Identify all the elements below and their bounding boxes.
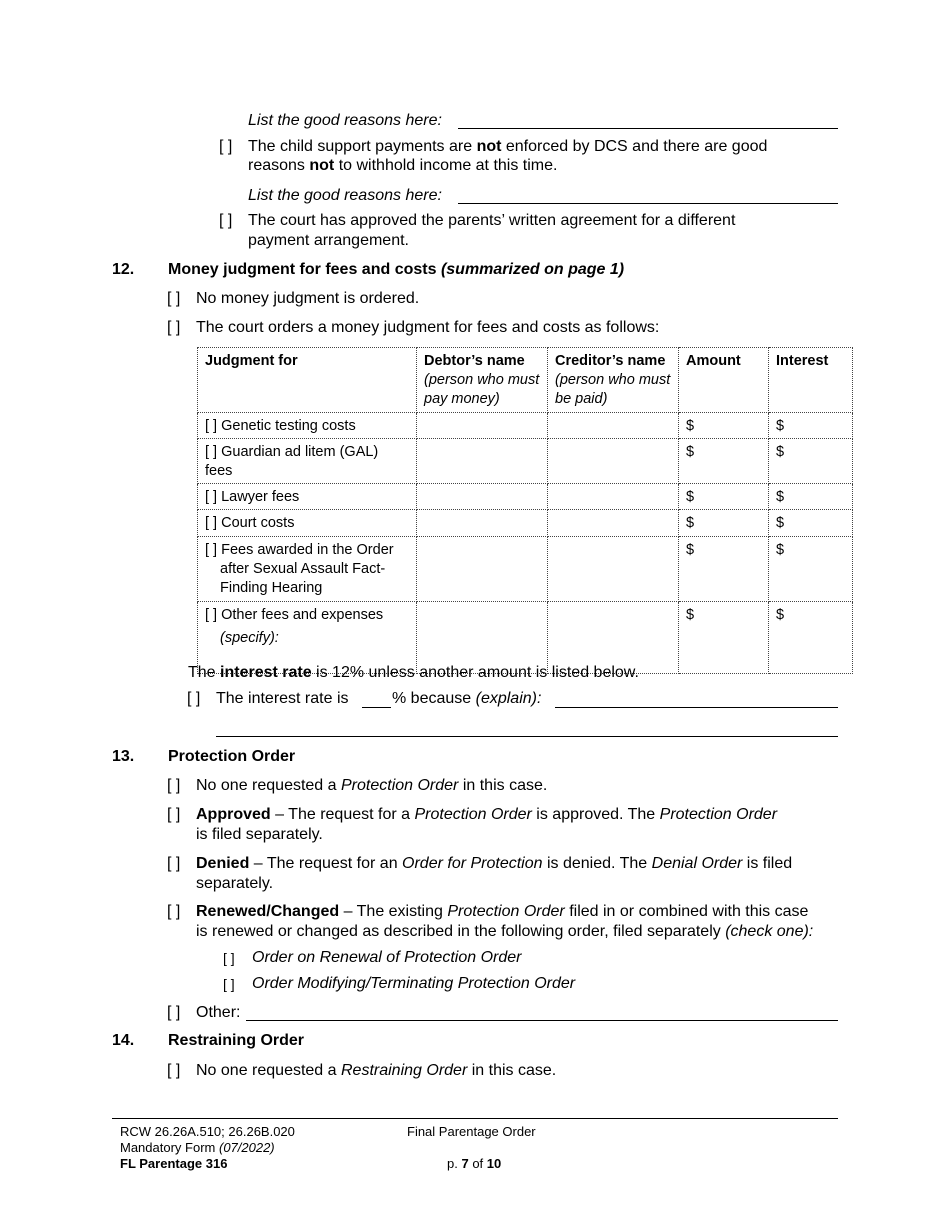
debtor-cell[interactable] xyxy=(417,439,548,484)
list-reasons-label-1: List the good reasons here: xyxy=(248,112,442,129)
protection-denied-text-1: Denied – The request for an Order for Protection is denied. The Denial Order is filed xyxy=(196,855,793,872)
not-enforced-text-1: The child support payments are not enforced by DCS and there are good xyxy=(248,138,768,155)
agreement-text-1: The court has approved the parents’ written agreement for a different xyxy=(248,212,736,229)
debtor-cell[interactable] xyxy=(417,413,548,439)
table-row xyxy=(198,439,853,484)
section-13-title: Protection Order xyxy=(168,748,296,765)
interest-cell[interactable]: $ xyxy=(769,484,853,510)
creditor-cell[interactable] xyxy=(548,602,679,674)
section-14-title: Restraining Order xyxy=(168,1032,305,1049)
restraining-none-text: No one requested a Restraining Order in this case. xyxy=(196,1062,557,1079)
debtor-cell[interactable] xyxy=(417,537,548,602)
interest-explain-field-1[interactable] xyxy=(555,707,838,708)
agreement-text-2: payment arrangement. xyxy=(248,232,409,249)
row-label-sexual-assault-fees[interactable]: [ ] Fees awarded in the Order after Sexual Assault Fact- Finding Hearing xyxy=(198,537,417,602)
not-enforced-text-2: reasons not to withhold income at this time. xyxy=(248,157,558,174)
footer-divider xyxy=(112,1118,838,1119)
table-row xyxy=(198,484,853,510)
debtor-cell[interactable] xyxy=(417,602,548,674)
row-label-genetic-testing[interactable]: [ ] Genetic testing costs xyxy=(198,413,417,439)
amount-cell[interactable]: $ xyxy=(679,510,769,537)
section-14-number: 14. xyxy=(112,1032,135,1049)
footer-form-id: FL Parentage 316 xyxy=(120,1156,228,1171)
interest-rate-label-a: The interest rate is xyxy=(216,690,349,707)
creditor-cell[interactable] xyxy=(548,484,679,510)
row-label-other-fees[interactable]: [ ] Other fees and expenses (specify): xyxy=(198,602,417,674)
protection-none-text: No one requested a Protection Order in this case. xyxy=(196,777,548,794)
protection-renewed-text-2: is renewed or changed as described in the following order, filed separately (check one): xyxy=(196,923,814,940)
header-amount: Amount xyxy=(679,348,769,413)
amount-cell[interactable]: $ xyxy=(679,484,769,510)
amount-cell[interactable]: $ xyxy=(679,413,769,439)
debtor-cell[interactable] xyxy=(417,510,548,537)
interest-cell[interactable]: $ xyxy=(769,537,853,602)
table-row xyxy=(198,510,853,537)
checkbox-modifying-order[interactable]: [ ] xyxy=(223,976,235,992)
interest-rate-label-b: % because (explain): xyxy=(392,690,542,707)
checkbox-not-enforced[interactable]: [ ] xyxy=(219,138,233,155)
amount-cell[interactable]: $ xyxy=(679,537,769,602)
protection-other-field[interactable] xyxy=(246,1020,838,1021)
row-label-court-costs[interactable]: [ ] Court costs xyxy=(198,510,417,537)
no-judgment-text: No money judgment is ordered. xyxy=(196,290,420,307)
checkbox-restraining-none[interactable]: [ ] xyxy=(167,1062,181,1079)
checkbox-protection-renewed[interactable]: [ ] xyxy=(167,903,181,920)
interest-explain-field-2[interactable] xyxy=(216,736,838,737)
checkbox-renewal-order[interactable]: [ ] xyxy=(223,950,235,966)
table-header-row xyxy=(198,348,853,413)
interest-rate-note: The interest rate is 12% unless another amount is listed below. xyxy=(188,664,639,681)
creditor-cell[interactable] xyxy=(548,413,679,439)
header-judgment-for: Judgment for xyxy=(198,348,417,413)
checkbox-protection-denied[interactable]: [ ] xyxy=(167,855,181,872)
debtor-cell[interactable] xyxy=(417,484,548,510)
protection-renewed-text-1: Renewed/Changed – The existing Protection Order filed in or combined with this case xyxy=(196,903,809,920)
header-interest: Interest xyxy=(769,348,853,413)
modifying-order-text: Order Modifying/Terminating Protection Order xyxy=(252,975,576,992)
interest-cell[interactable]: $ xyxy=(769,413,853,439)
footer-page-number: p. 7 of 10 xyxy=(447,1156,502,1171)
amount-cell[interactable]: $ xyxy=(679,439,769,484)
section-13-number: 13. xyxy=(112,748,135,765)
amount-cell[interactable]: $ xyxy=(679,602,769,674)
checkbox-no-judgment[interactable]: [ ] xyxy=(167,290,181,307)
footer-rcw: RCW 26.26A.510; 26.26B.020 xyxy=(120,1124,295,1139)
creditor-cell[interactable] xyxy=(548,439,679,484)
footer-form-title: Final Parentage Order xyxy=(407,1124,536,1139)
judgment-ordered-text: The court orders a money judgment for fees and costs as follows: xyxy=(196,319,660,336)
judgment-table xyxy=(197,347,853,674)
checkbox-interest-rate[interactable]: [ ] xyxy=(187,690,201,707)
checkbox-agreement[interactable]: [ ] xyxy=(219,212,233,229)
header-creditor: Creditor’s name (person who must be paid) xyxy=(548,348,679,413)
checkbox-protection-approved[interactable]: [ ] xyxy=(167,806,181,823)
row-label-gal-fees[interactable]: [ ] Guardian ad litem (GAL) fees xyxy=(198,439,417,484)
table-row xyxy=(198,413,853,439)
checkbox-protection-none[interactable]: [ ] xyxy=(167,777,181,794)
reasons-field-2[interactable] xyxy=(458,203,838,204)
interest-rate-field[interactable] xyxy=(362,707,391,708)
protection-approved-text-1: Approved – The request for a Protection Order is approved. The Protection Order xyxy=(196,806,778,823)
interest-cell[interactable]: $ xyxy=(769,602,853,674)
reasons-field-1[interactable] xyxy=(458,128,838,129)
list-reasons-label-2: List the good reasons here: xyxy=(248,187,442,204)
protection-denied-text-2: separately. xyxy=(196,875,274,892)
interest-cell[interactable]: $ xyxy=(769,510,853,537)
section-12-title: Money judgment for fees and costs (summarized on page 1) xyxy=(168,261,625,278)
interest-cell[interactable]: $ xyxy=(769,439,853,484)
table-row xyxy=(198,537,853,602)
section-12-number: 12. xyxy=(112,261,135,278)
row-label-lawyer-fees[interactable]: [ ] Lawyer fees xyxy=(198,484,417,510)
checkbox-judgment-ordered[interactable]: [ ] xyxy=(167,319,181,336)
creditor-cell[interactable] xyxy=(548,510,679,537)
table-row xyxy=(198,602,853,674)
checkbox-protection-other[interactable]: [ ] xyxy=(167,1004,181,1021)
renewal-order-text: Order on Renewal of Protection Order xyxy=(252,949,522,966)
protection-other-label: Other: xyxy=(196,1004,241,1021)
creditor-cell[interactable] xyxy=(548,537,679,602)
protection-approved-text-2: is filed separately. xyxy=(196,826,323,843)
header-debtor: Debtor’s name (person who must pay money) xyxy=(417,348,548,413)
footer-mandatory: Mandatory Form (07/2022) xyxy=(120,1140,275,1155)
